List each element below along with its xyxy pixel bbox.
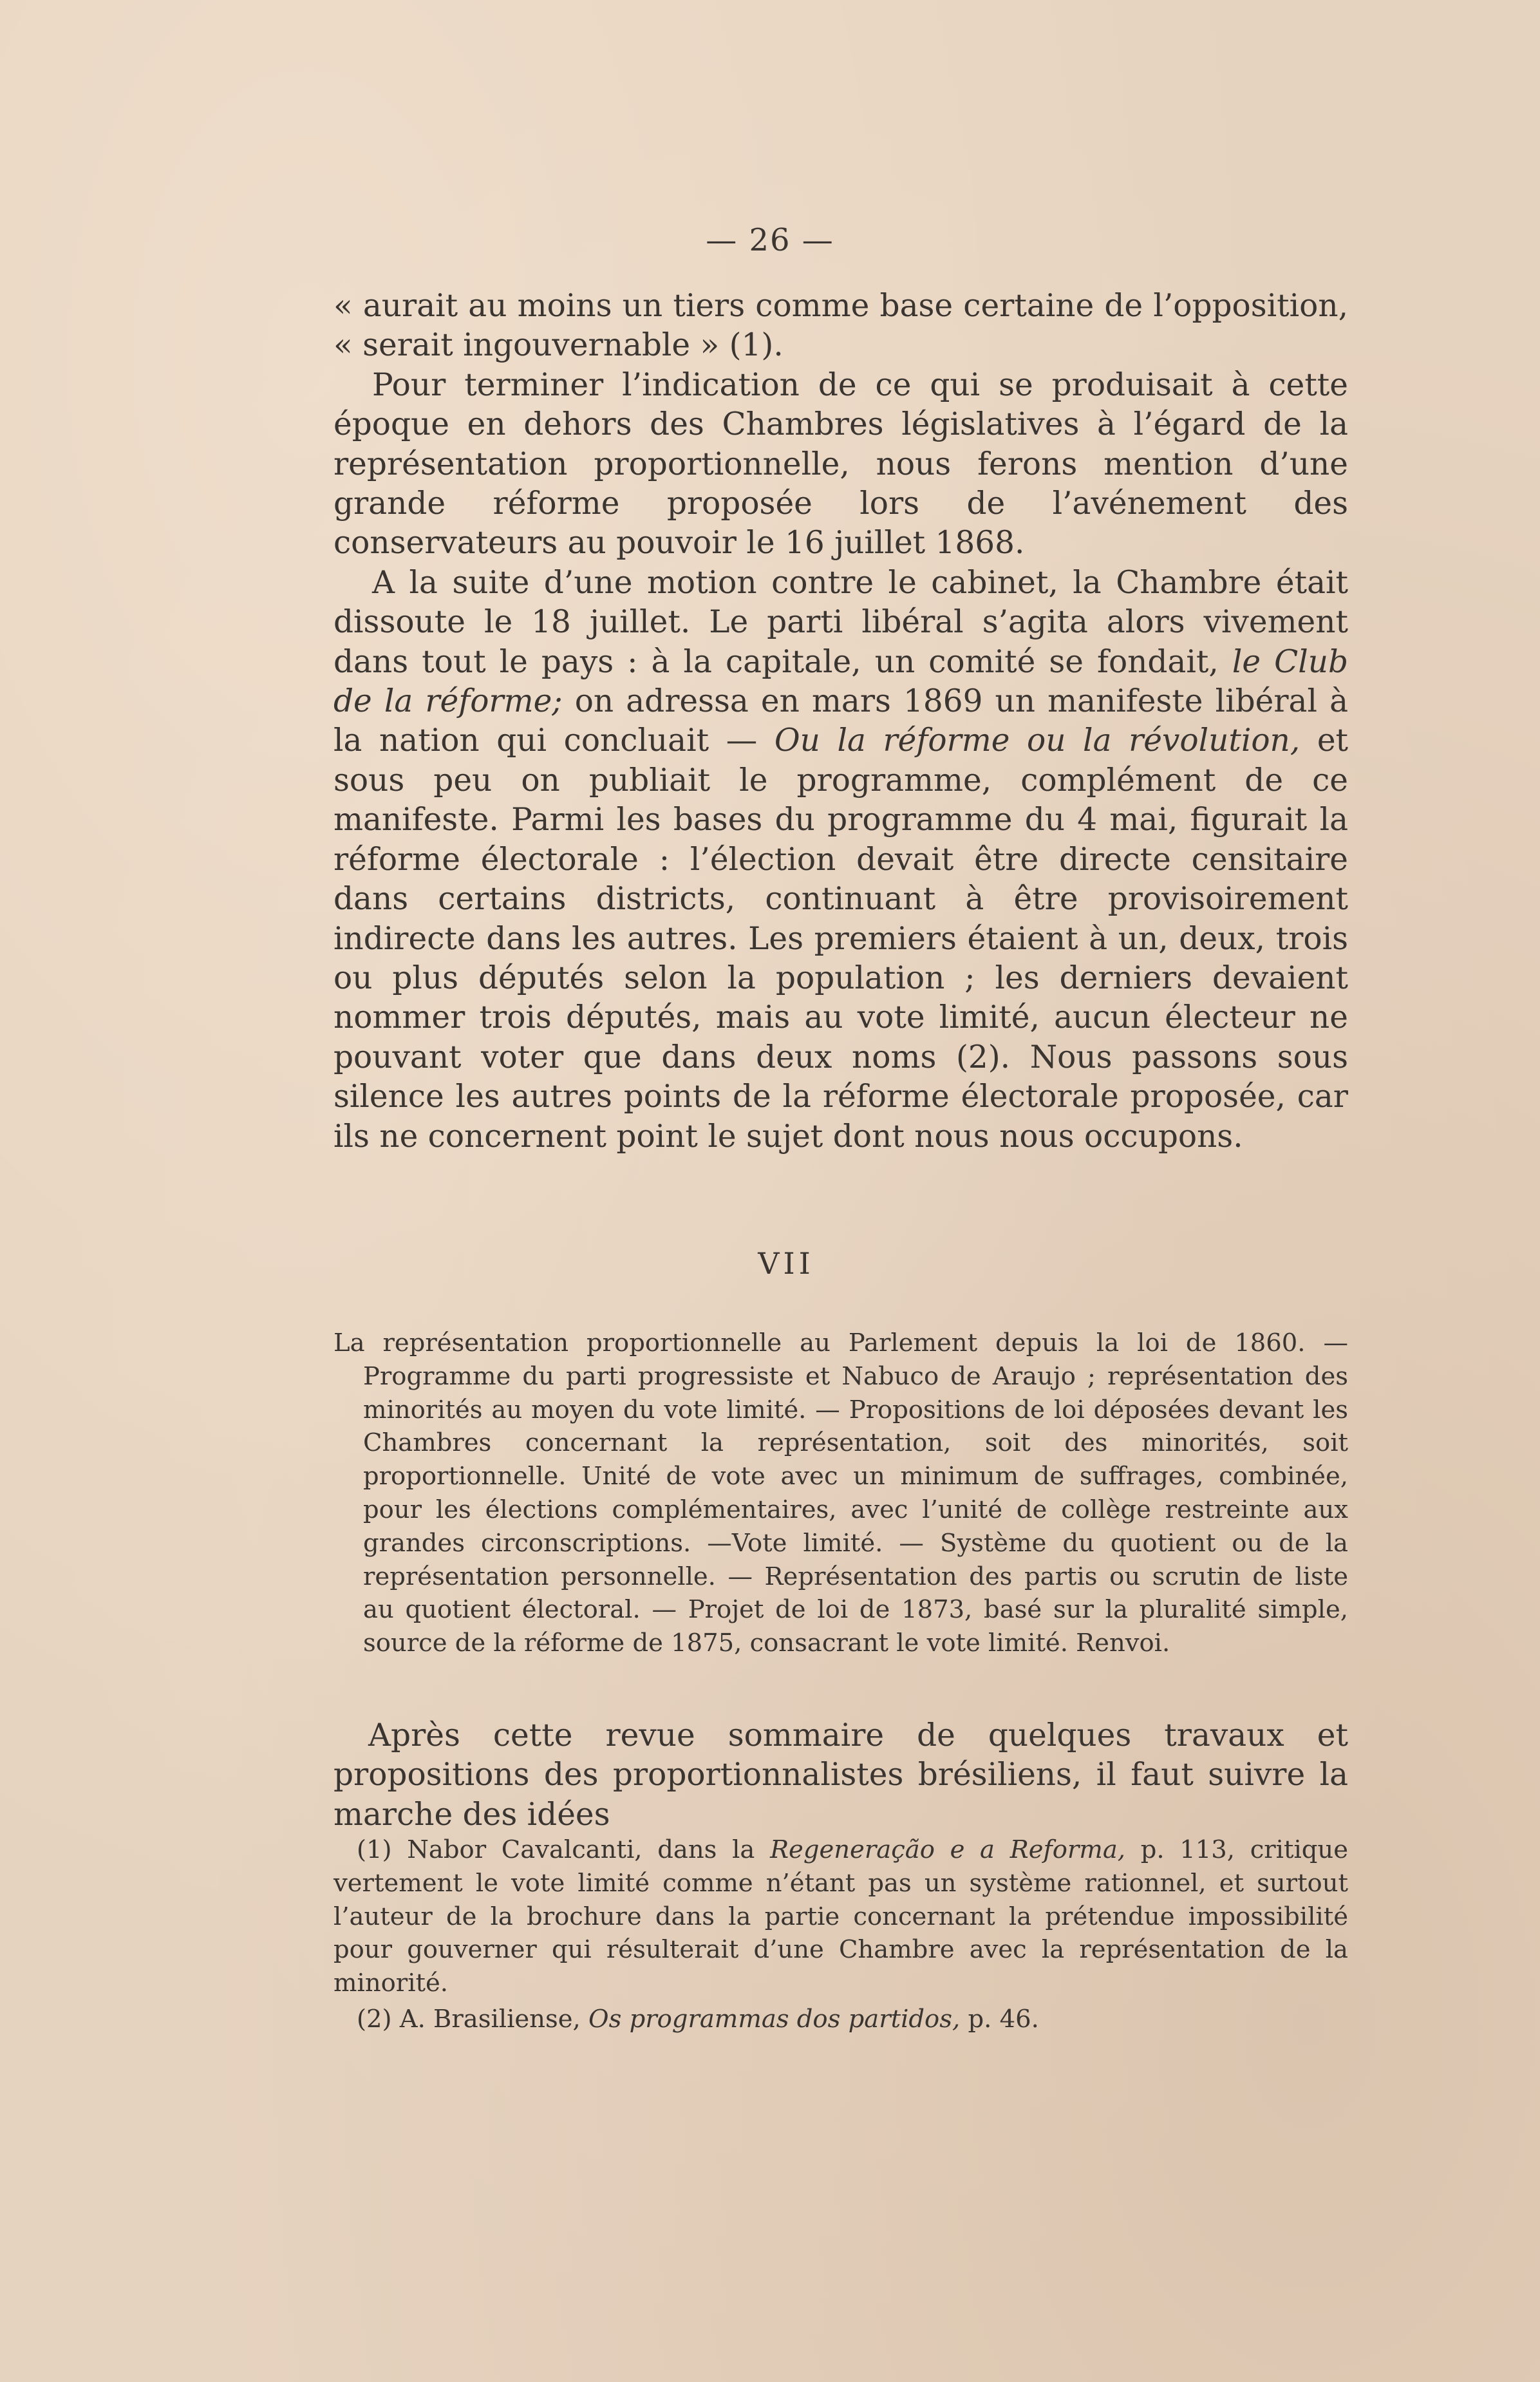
- text-run: p. 113, critique vertement le vote limité comme n’étant pas un système rationnel, et surtout l’auteur de la brochure dans la partie concernant la prétendue impossibilité pour gouverner qui résulterait d’une Chambre avec la représentation de la minorité.: [333, 1835, 1348, 1998]
- page-number: — 26 —: [706, 222, 834, 258]
- text-run: on adressa en mars 1869 un manifeste libéral à la nation qui concluait —: [333, 683, 1348, 759]
- section-heading: VII: [758, 1246, 814, 1281]
- text-run: (1) Nabor Cavalcanti, dans la: [357, 1835, 755, 1864]
- section-summary: La représentation proportionnelle au Parlement depuis la loi de 1860. — Programme du parti progressiste et Nabuco de Araujo ; représentation des minorités au moyen du vote limité. — Propositions de loi déposées devant les Chambres concernant la représentation, soit des minorités, soit proportionnelle. Unité de vote avec un minimum de suffrages, combinée, pour les élections complémentaires, avec l’unité de collège restreinte aux grandes circonscriptions. —Vote limité. — Système du quotient ou de la représentation personnelle. — Représentation des partis ou scrutin de liste au quotient électoral. — Projet de loi de 1873, basé sur la pluralité simple, source de la réforme de 1875, consacrant le vote limité. Renvoi.: [333, 1328, 1348, 1658]
- motto: Ou la réforme ou la révolution,: [774, 723, 1301, 759]
- footnote-2: [333, 2003, 1348, 2036]
- cited-title: Os programmas dos partidos,: [588, 2004, 961, 2034]
- paragraph: [333, 563, 1348, 1157]
- paragraph: Après cette revue sommaire de quelques travaux et propositions des proportionnalistes brésiliens, il faut suivre la marche des idées: [333, 1717, 1348, 1833]
- club-name: le Club de la réforme;: [333, 643, 1348, 720]
- text-run: (2) A. Brasiliense,: [357, 2004, 581, 2034]
- text-run: et sous peu on publiait le programme, complément de ce manifeste. Parmi les bases du programme du 4 mai, figurait la réforme électorale : l’élection devait être directe censitaire dans certains districts, continuant à être provisoirement indirecte dans les autres. Les premiers étaient à un, deux, trois ou plus députés selon la population ; les derniers devaient nommer trois députés, mais au vote limité, aucun électeur ne pouvant voter que dans deux noms (2). Nous passons sous silence les autres points de la réforme électorale proposée, car ils ne concernent point le sujet dont nous nous occupons.: [333, 723, 1349, 1155]
- text-run: A la suite d’une motion contre le cabinet, la Chambre était dissoute le 18 juillet. Le parti libéral s’agita alors vivement dans tout le pays : à la capitale, un comité se fondait,: [333, 564, 1348, 680]
- footnote-1: [333, 1833, 1348, 2000]
- text-run: p. 46.: [968, 2004, 1039, 2034]
- section-text: [333, 1716, 1348, 1835]
- cited-title: Regeneração e a Reforma,: [770, 1835, 1126, 1864]
- main-text: [333, 287, 1348, 1157]
- paragraph: Pour terminer l’indication de ce qui se produisait à cette époque en dehors des Chambres législatives à l’égard de la représentation proportionnelle, nous ferons mention d’une grande réforme proposée lors de l’avénement des conservateurs au pouvoir le 16 juillet 1868.: [333, 366, 1348, 562]
- paragraph-continuation: « aurait au moins un tiers comme base certaine de l’opposition, « serait ingouvernable » (1).: [333, 288, 1348, 364]
- footnotes: [333, 1833, 1348, 2036]
